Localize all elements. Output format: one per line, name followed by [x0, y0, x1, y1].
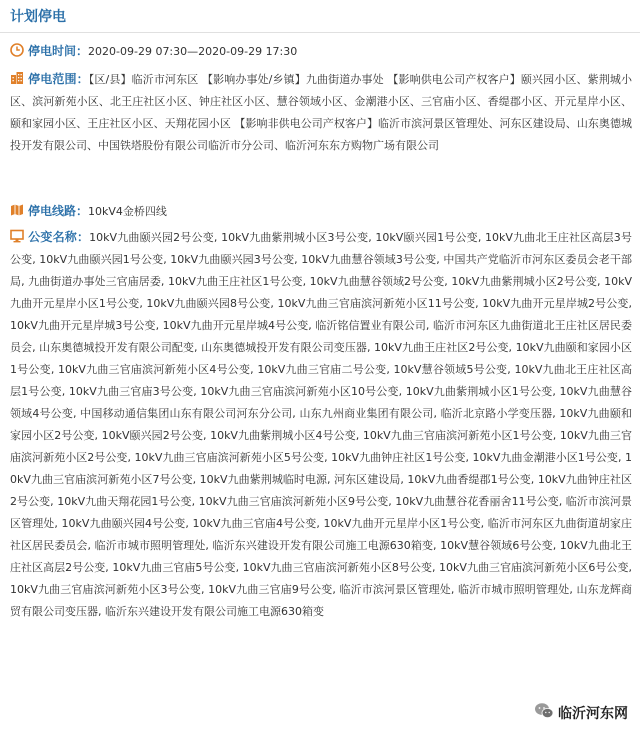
substation-names-row: [10, 226, 632, 623]
clock-icon: [10, 43, 24, 57]
building-icon: [10, 71, 24, 85]
outage-line-row: [10, 200, 632, 223]
substation-names-label: 公变名称：: [28, 230, 90, 244]
outage-range-value: 【区/县】临沂市河东区 【影响办事处/乡镇】九曲街道办事处 【影响供电公司产权客户】颐兴园小区、紫荆城小区、滨河新苑小区、北王庄社区小区、钟庄社区小区、慧谷领域小区、金潮港小区、三官庙小区、香缇郡小区、开元星岸小区、颐和家园小区、王庄社区小区、天翔花园小区 【影响非供电公司产权客户】临沂市滨河景区管理处、河东区建设局、山东奥德城投开发有限公司、中国铁塔股份有限公司临沂市分公司、临沂河东东方购物广场有限公司: [10, 73, 632, 152]
page-title: 计划停电: [10, 9, 66, 25]
outage-range-label: 停电范围：: [28, 72, 89, 86]
outage-time-value: 2020-09-29 07:30—2020-09-29 17:30: [88, 45, 298, 58]
watermark-text: 临沂河东网: [558, 706, 628, 722]
map-icon: [10, 203, 24, 217]
outage-line-label: 停电线路：: [28, 204, 89, 218]
outage-time-label: 停电时间：: [28, 44, 89, 58]
outage-time-row: [10, 40, 632, 63]
watermark-logo: [530, 700, 632, 726]
monitor-icon: [10, 229, 24, 243]
wechat-icon: [534, 702, 554, 724]
title-divider: [0, 32, 640, 33]
outage-line-value: 10kV4金桥四线: [88, 205, 167, 218]
substation-names-value: 10kV九曲颐兴园2号公变, 10kV九曲紫荆城小区3号公变, 10kV颐兴园1号公变, 10kV九曲北王庄社区高层3号公变, 10kV九曲颐兴园1号公变, 10kV九曲颐兴园3号公变, 10kV九曲慧谷领域3号公变, 中国共产党临沂市河东区委员会老干部局, 九曲街道办事处三官庙居委, 10kV九曲王庄社区1号公变, 10kV九曲慧谷领域2号公变, 10kV九曲紫荆城小区2号公变, 10kV九曲开元星岸小区1号公变, 10kV九曲颐兴园8号公变, 10kV九曲三官庙滨河新苑小区11号公变, 10kV九曲开元星岸城2号公变, 10kV九曲开元星岸城3号公变, 10kV九曲开元星岸城4号公变, 临沂铭信置业有限公司, 临沂市河东区九曲街道北王庄社区居民委员会, 山东奥德城投开发有限公司配变, 山东奥德城投开发有限公司变压器, 10kV九曲王庄社区2号公变, 10kV九曲颐和家园小区1号公变, 10kV九曲三官庙滨河新苑小区4号公变, 10kV九曲三官庙二号公变, 10kV慧谷领域5号公变, 10kV九曲北王庄社区高层1号公变, 10kV九曲三官庙3号公变, 10kV九曲三官庙滨河新苑小区10号公变, 10kV九曲紫荆城小区1号公变, 10kV九曲慧谷领域4号公变, 中国移动通信集团山东有限公司河东分公司, 山东九州商业集团有限公司, 临沂北京路小学变压器, 10kV九曲颐和家园小区2号公变, 10kV颐兴园2号公变, 10kV九曲紫荆城小区4号公变, 10kV九曲三官庙滨河新苑小区1号公变, 10kV九曲三官庙滨河新苑小区2号公变, 10kV九曲三官庙滨河新苑小区5号公变, 10kV九曲钟庄社区1号公变, 10kV九曲金潮港小区1号公变, 10kV九曲三官庙滨河新苑小区7号公变, 10kV九曲紫荆城临时电源, 河东区建设局, 10kV九曲香缇郡1号公变, 10kV九曲钟庄社区2号公变, 10kV九曲天翔花园1号公变, 10kV九曲三官庙滨河新苑小区9号公变, 10kV九曲慧谷花香丽舍11号公变, 临沂市滨河景区管理处, 10kV九曲颐兴园4号公变, 10kV九曲三官庙4号公变, 10kV九曲开元星岸小区1号公变, 临沂市河东区九曲街道胡家庄社区居民委员会, 临沂市城市照明管理处, 临沂东兴建设开发有限公司施工电源630箱变, 10kV慧谷领域6号公变, 10kV九曲北王庄社区高层2号公变, 10kV九曲三官庙5号公变, 10kV九曲三官庙滨河新苑小区8号公变, 10kV九曲三官庙滨河新苑小区6号公变, 10kV九曲三官庙滨河新苑小区3号公变, 10kV九曲三官庙9号公变, 临沂市滨河景区管理处, 临沂市城市照明管理处, 山东龙辉商贸有限公司变压器, 临沂东兴建设开发有限公司施工电源630箱变: [10, 231, 632, 618]
outage-range-row: [10, 68, 632, 157]
